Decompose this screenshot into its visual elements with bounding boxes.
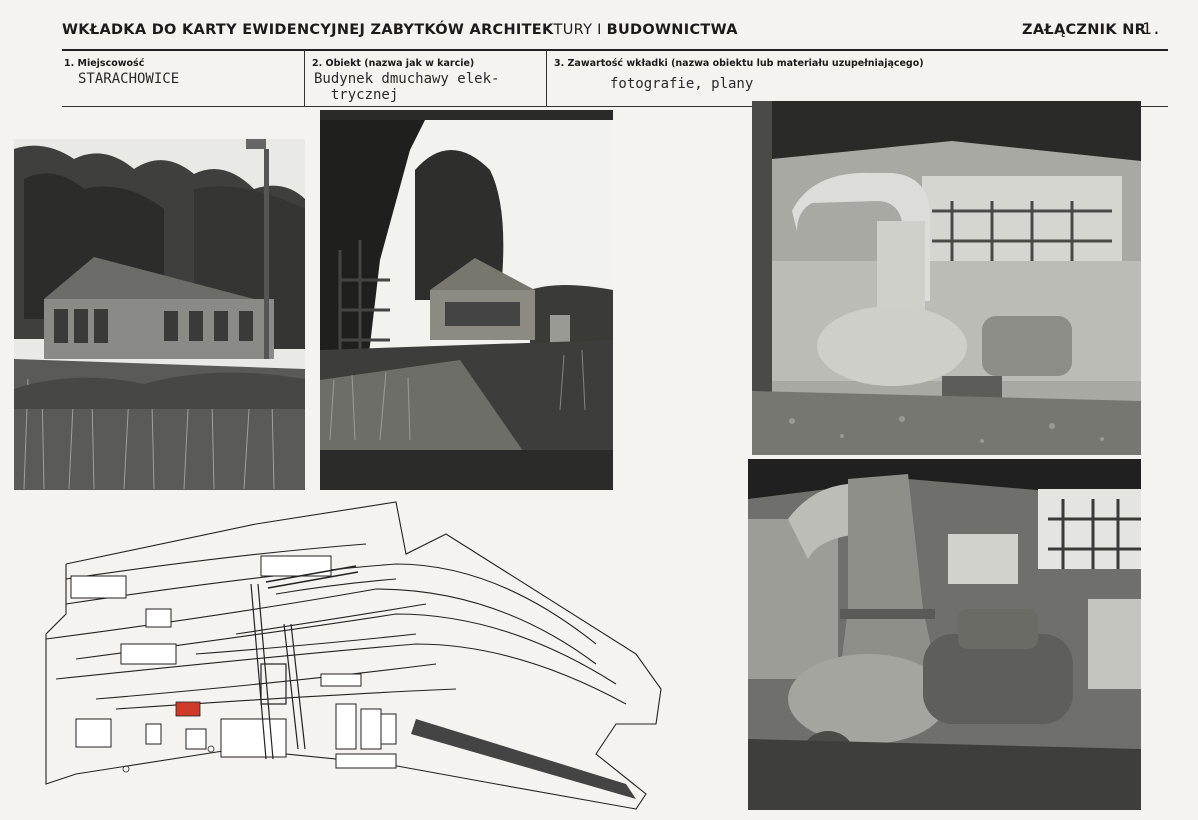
photo-gantry-view — [320, 110, 613, 490]
photo-interior-pipe — [752, 101, 1141, 455]
photo-interior-blower — [748, 459, 1141, 810]
place-label: 1. Miejscowość — [64, 58, 145, 69]
content-label: 3. Zawartość wkładki (nazwa obiektu lub materiału uzupełniającego) — [554, 58, 924, 69]
object-value: Budynek dmuchawy elek- trycznej — [314, 71, 500, 103]
column-separator — [546, 51, 547, 107]
header-rule-top — [62, 49, 1168, 51]
place-value: STARACHOWICE — [78, 71, 180, 87]
site-plan — [36, 494, 666, 814]
page-title: WKŁADKA DO KARTY EWIDENCYJNEJ ZABYTKÓW ARCHITEKTURY I BUDOWNICTWA — [62, 22, 738, 38]
object-label: 2. Obiekt (nazwa jak w karcie) — [312, 58, 475, 69]
attachment-number: 1. — [1142, 19, 1162, 38]
photo-building-exterior — [14, 139, 305, 490]
attachment-label: ZAŁĄCZNIK NR — [1022, 22, 1147, 38]
highlighted-building — [176, 702, 200, 716]
column-separator — [304, 51, 305, 107]
content-value: fotografie, plany — [610, 76, 754, 92]
